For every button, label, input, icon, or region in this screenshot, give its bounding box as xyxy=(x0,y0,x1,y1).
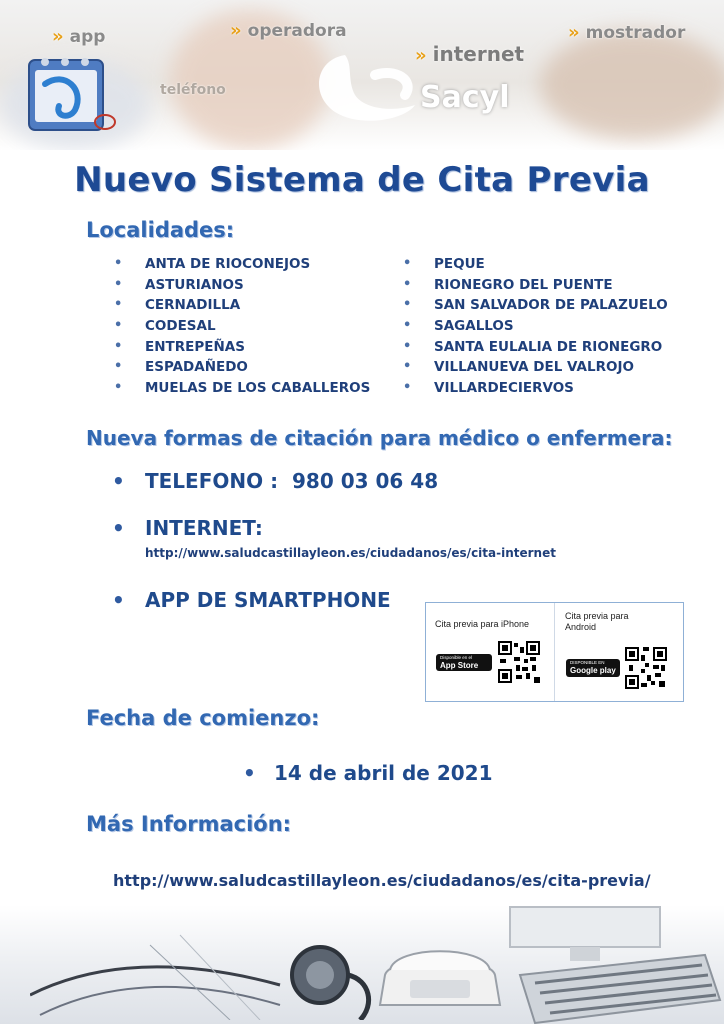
sacyl-logo-text: Sacyl xyxy=(420,80,510,115)
app-store-badge[interactable]: Disponible en el App Store xyxy=(436,654,492,671)
glasses-icon xyxy=(30,925,290,1020)
chevron-icon: » xyxy=(230,20,242,41)
info-link[interactable]: http://www.saludcastillayleon.es/ciudadanos/es/cita-previa/ xyxy=(113,871,651,890)
bullet-icon: • xyxy=(403,359,412,375)
banner-word-operadora: » operadora xyxy=(230,20,347,41)
bullet-icon: • xyxy=(114,338,123,354)
fecha-item: • 14 de abril de 2021 xyxy=(243,761,493,785)
android-panel xyxy=(555,603,683,701)
list-item: • SAN SALVADOR DE PALAZUELO xyxy=(434,295,668,316)
list-item: • CODESAL xyxy=(145,316,370,337)
telefono-item: • TELEFONO : 980 03 06 48 xyxy=(112,469,439,493)
localidades-list-left xyxy=(114,254,371,399)
fecha-heading: Fecha de comienzo: xyxy=(86,706,320,730)
chevron-icon: » xyxy=(415,45,427,66)
stethoscope-icon xyxy=(270,925,380,1020)
bullet-icon: • xyxy=(403,297,412,313)
iphone-panel xyxy=(426,603,554,701)
page-title: Nuevo Sistema de Cita Previa xyxy=(74,160,650,200)
bullet-icon: • xyxy=(114,297,123,313)
bullet-icon: • xyxy=(403,276,412,292)
bullet-icon: • xyxy=(114,256,123,271)
computer-icon xyxy=(490,905,724,1024)
info-heading: Más Información: xyxy=(86,812,292,836)
bullet-icon: • xyxy=(112,516,125,540)
list-item: • CERNADILLA xyxy=(145,295,370,316)
app-item: • APP DE SMARTPHONE xyxy=(112,588,391,612)
list-item: • RIONEGRO DEL PUENTE xyxy=(434,275,668,296)
chevron-icon: » xyxy=(52,26,64,47)
banner-photo-counter xyxy=(540,30,724,140)
banner-word-app: » app xyxy=(52,26,106,47)
bullet-icon: • xyxy=(243,761,256,785)
localidades-list-right xyxy=(403,254,668,399)
bullet-icon: • xyxy=(112,469,125,493)
iphone-label: Cita previa para iPhone xyxy=(435,619,530,629)
list-item: • VILLARDECIERVOS xyxy=(434,378,668,399)
internet-link[interactable]: http://www.saludcastillayleon.es/ciudadanos/es/cita-internet xyxy=(145,546,556,560)
internet-item: • INTERNET: xyxy=(112,516,263,540)
chevron-icon: » xyxy=(568,22,580,43)
bullet-icon: • xyxy=(114,380,123,396)
bullet-icon: • xyxy=(112,588,125,612)
bottom-banner xyxy=(0,905,724,1024)
app-download-box xyxy=(425,602,684,702)
bullet-icon: • xyxy=(114,359,123,375)
qr-code-icon[interactable] xyxy=(498,641,540,683)
bullet-icon: • xyxy=(403,338,412,354)
banner-word-internet: » internet xyxy=(415,42,525,66)
google-play-badge[interactable]: DISPONIBLE EN Google play xyxy=(566,659,620,677)
list-item: • PEQUE xyxy=(434,254,668,275)
list-item: • ANTA DE RIOCONEJOS xyxy=(145,254,370,275)
bullet-icon: • xyxy=(403,318,412,334)
banner-word-mostrador: » mostrador xyxy=(568,22,686,43)
bullet-icon: • xyxy=(114,318,123,334)
list-item: • SAGALLOS xyxy=(434,316,668,337)
list-item: • SANTA EULALIA DE RIONEGRO xyxy=(434,337,668,358)
telephone-icon xyxy=(375,935,505,1020)
list-item: • VILLANUEVA DEL VALROJO xyxy=(434,357,668,378)
list-item: • MUELAS DE LOS CABALLEROS xyxy=(145,378,370,399)
calendar-icon xyxy=(25,50,120,140)
qr-code-icon[interactable] xyxy=(625,647,667,689)
list-item: • ENTREPEÑAS xyxy=(145,337,370,358)
android-label: Cita previa para Android xyxy=(565,611,629,632)
bullet-icon: • xyxy=(403,380,412,396)
top-banner xyxy=(0,0,724,150)
localidades-heading: Localidades: xyxy=(86,218,235,242)
bullet-icon: • xyxy=(403,256,412,271)
list-item: • ESPADAÑEDO xyxy=(145,357,370,378)
banner-word-telefono: teléfono xyxy=(160,82,226,98)
list-item: • ASTURIANOS xyxy=(145,275,370,296)
formas-heading: Nueva formas de citación para médico o enfermera: xyxy=(86,426,673,450)
bullet-icon: • xyxy=(114,276,123,292)
